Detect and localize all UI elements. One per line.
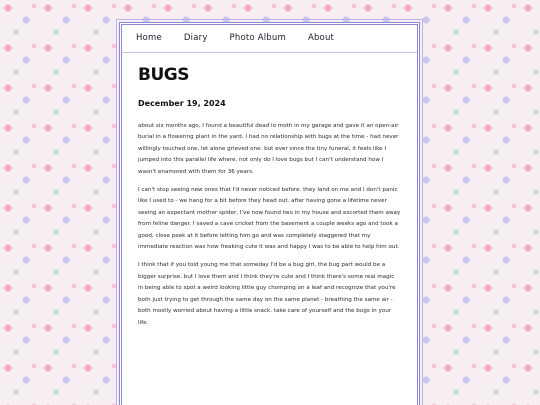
nav-link-home[interactable]: Home: [136, 33, 162, 43]
top-navigation: [122, 25, 417, 53]
post-paragraph: I can't stop seeing new ones that I'd never noticed before. they land on me and I don't panic like I used to - we hang for a bit before they head out. after having gone a lifetime never seeing an expectant mother spider, I've now found two in my house and escorted them away from feline danger. I saved a cave cricket from the basement a couple weeks ago and took a good, close peek at it before letting him go and was completely staggered that my immediate reaction was how freaking cute it was and happy I was to be able to help him out.: [138, 187, 401, 251]
post-paragraph: about six months ago, I found a beautiful dead io moth in my garage and gave it an open-air burial in a flowering plant in the yard. I had no relationship with bugs at the time - had never willingly touched one, let alone grieved one. but ever since the tiny funeral, it feels like I jumped into this parallel life where, not only do I love bugs but I can't understand how I wasn't enamored with them for 36 years.: [138, 123, 399, 175]
nav-link-diary[interactable]: Diary: [183, 33, 208, 43]
post-title: BUGS: [138, 65, 189, 85]
blog-page-frame: [119, 22, 420, 405]
nav-link-about[interactable]: About: [307, 33, 335, 43]
post-date: December 19, 2024: [138, 99, 226, 108]
post-paragraph: I think that if you told young me that someday I'd be a bug girl, the bug part would be a bigger surprise. but I love them and I think they're cute and I think there's some real magic in being able to spot a weird looking little guy chomping on a leaf and recognize that you're both just trying to get through the same day on the same planet - breathing the same air - both mostly worried about having a little snack. take care of yourself and the bugs in your life.: [138, 262, 396, 326]
post-content: [122, 53, 417, 329]
nav-link-photo-album[interactable]: Photo Album: [229, 33, 286, 43]
